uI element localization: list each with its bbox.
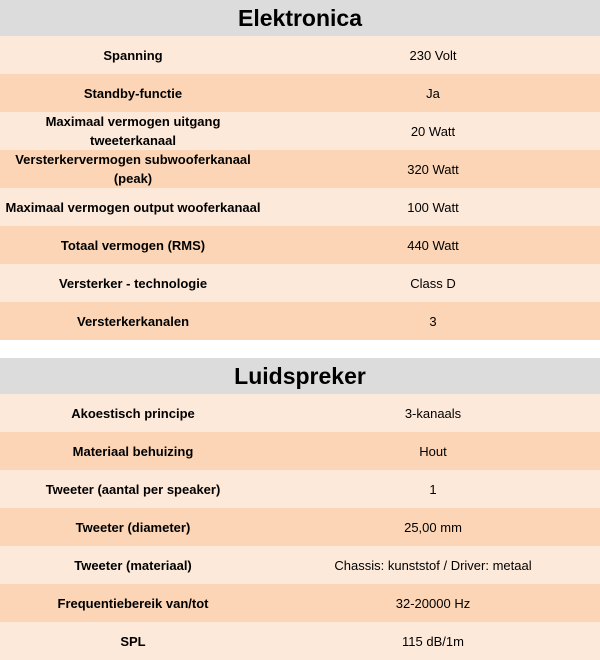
spec-row	[0, 226, 600, 264]
spec-value: 3-kanaals	[404, 405, 462, 421]
spec-label: Standby-functie	[83, 85, 183, 101]
spec-row	[0, 584, 600, 622]
spec-row	[0, 508, 600, 546]
spec-value: Ja	[426, 85, 440, 101]
spec-label: Akoestisch principe	[71, 405, 195, 421]
spec-row	[0, 470, 600, 508]
section-title: Luidspreker	[0, 358, 600, 394]
spec-row	[0, 432, 600, 470]
spec-label: Versterker - technologie	[58, 275, 208, 291]
spec-row	[0, 546, 600, 584]
spec-value: 1	[429, 481, 437, 497]
spec-value: 230 Volt	[409, 47, 457, 63]
spec-value: 320 Watt	[407, 161, 459, 177]
spec-label: Maximaal vermogen output wooferkanaal	[5, 199, 261, 215]
spec-label: SPL	[120, 633, 146, 649]
spec-label: Materiaal behuizing	[72, 443, 194, 459]
spec-label: Versterkerkanalen	[76, 313, 190, 329]
spec-value: 440 Watt	[407, 237, 459, 253]
spec-row	[0, 264, 600, 302]
spec-value: 3	[429, 313, 437, 329]
spec-label: Tweeter (diameter)	[75, 519, 191, 535]
spec-value: Chassis: kunststof / Driver: metaal	[334, 557, 532, 573]
section-divider	[0, 340, 600, 358]
spec-value: Class D	[410, 275, 456, 291]
spec-label: Versterkervermogen subwooferkanaal (peak)	[15, 152, 251, 186]
section-luidspreker	[0, 358, 600, 660]
spec-value: 32-20000 Hz	[395, 595, 471, 611]
spec-value: 115 dB/1m	[402, 633, 464, 649]
spec-label: Frequentiebereik van/tot	[57, 595, 209, 611]
spec-row	[0, 394, 600, 432]
spec-row	[0, 112, 600, 150]
spec-value: 25,00 mm	[404, 519, 462, 535]
spec-row	[0, 622, 600, 660]
spec-row	[0, 36, 600, 74]
spec-label: Tweeter (materiaal)	[74, 557, 192, 573]
spec-row	[0, 188, 600, 226]
spec-row	[0, 302, 600, 340]
spec-label: Totaal vermogen (RMS)	[60, 237, 206, 253]
spec-row	[0, 150, 600, 188]
spec-row	[0, 74, 600, 112]
spec-label: Spanning	[103, 47, 163, 63]
spec-label: Tweeter (aantal per speaker)	[45, 481, 221, 497]
spec-value: Hout	[419, 443, 447, 459]
spec-value: 20 Watt	[410, 123, 456, 139]
spec-label: Maximaal vermogen uitgang tweeterkanaal	[45, 114, 221, 148]
section-title: Elektronica	[0, 0, 600, 36]
spec-value: 100 Watt	[407, 199, 459, 215]
